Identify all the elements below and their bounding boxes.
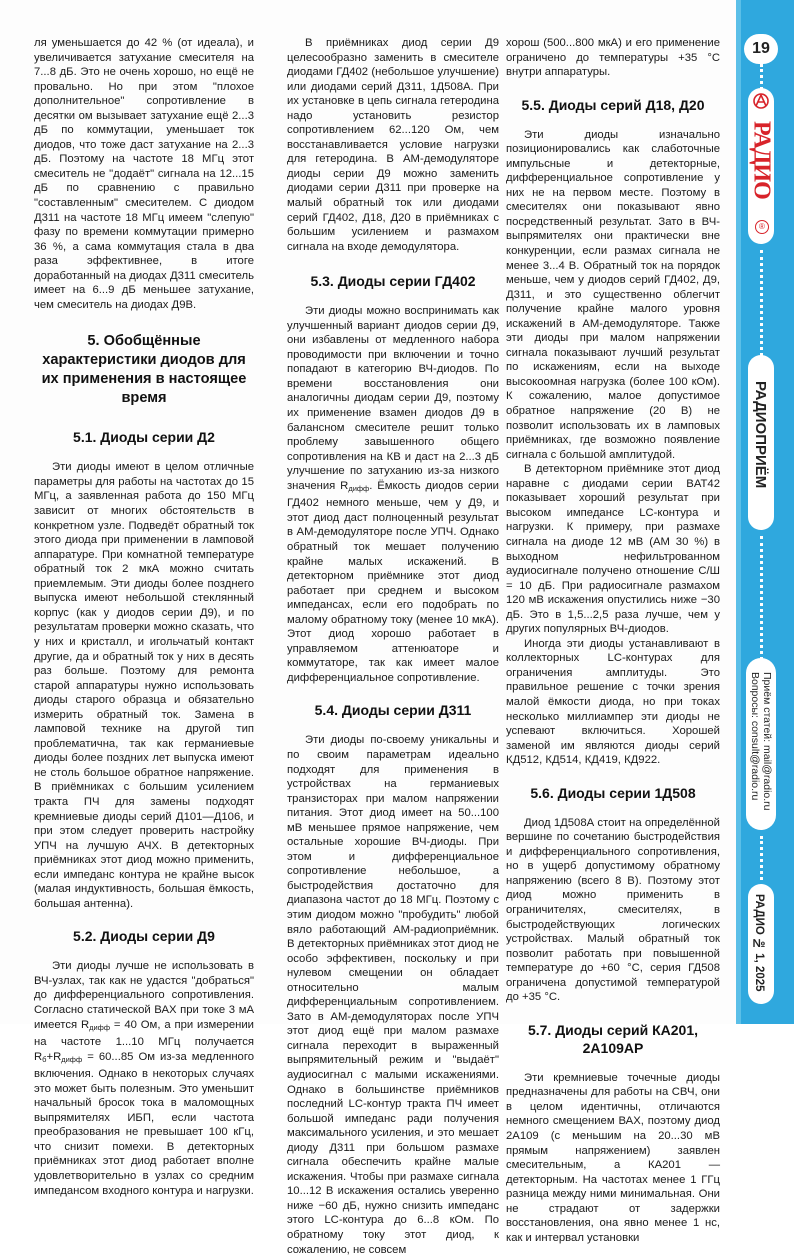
contact-questions[interactable]: Вопросы: consult@radio.ru xyxy=(749,672,761,801)
paragraph-5-2 xyxy=(34,959,254,1198)
text-run: Эти диоды можно воспринимать как улучшенный вариант диодов серии Д9, они избавлены от медленного набора проводимости при включении и точно попадают в категорию ВЧ-диодов. По времени восстановления они аналогичны диодам серии Д9, поэтому их применение взамен диодов Д9 в балансном смесителе решит только проблему завышенного общего сопротивления на КВ и даст на 2...3 дБ улучшение по затуханию из-за низкого значения R xyxy=(287,305,499,492)
registered-mark: ® xyxy=(755,220,769,234)
subscript-diff: дифф xyxy=(348,483,370,493)
dotted-divider xyxy=(760,64,766,90)
paragraph-5-4-continued: хорош (500...800 мкА) и его применение ограничено до температуры +35 °С внутри аппаратуры. xyxy=(506,37,720,79)
paragraph-5-3 xyxy=(287,304,499,685)
section-pill xyxy=(748,355,774,530)
text-run: . Ёмкость диодов серии ГД402 немного меньше, чем у Д9, и этот диод даст полноценный результат в АМ-демодуляторе после УПЧ. Однако обратный ток мешает получению крайне малых искажений. В детекторном приёмнике этот диод работает при среднем и высоком импедансах, если его подобрать по малому обратному току (менее 10 мкА). Этот диод хорошо работает в управляемом аттенюаторе и коммутаторе, так как имеет малое дифференциальное сопротивление. xyxy=(287,479,499,684)
dotted-divider xyxy=(760,536,766,666)
heading-5-3: 5.3. Диоды серии ГД402 xyxy=(310,273,476,290)
magazine-sidebar xyxy=(736,0,794,1024)
antenna-logo-icon xyxy=(752,92,770,110)
paragraph-5-6: Диод 1Д508А стоит на определённой вершине по сочетанию быстродействия и дифференциального сопротивления, но в ущерб допустимому обратному напряжению (всего 8 В). Поэтому этот диод можно применить в ограничителях, смесителях, в быстродействующих логических устройствах. Малый обратный ток позволит работать при повышенной температуре до +60 °С, серия ГД508 ограничена допустимой температурой до +35 °С. xyxy=(506,816,720,1004)
subscript-diff: дифф xyxy=(89,1022,111,1032)
paragraph-5-1: Эти диоды имеют в целом отличные параметры для работы на частотах до 15 МГц, а заявленная работа до 150 МГц зависит от многих обстоятельств в конкретном узле. Подведёт обратный ток этого диода при применении в ламповой аппаратуре. При комнатной температуре обратный ток 2 мкА можно считать приемлемым. Эти диоды более позднего выпуска имеют небольшой стеклянный корпус (как у диодов серии Д9), и по результатам проверки можно сказать, что у них и кристалл, и игольчатый контакт другие, да и обратный ток у них в десять раз больше. Поэтому для ремонта старой аппаратуры нужно использовать диоды старого образца и обязательно измерить обратный ток. Замена в ламповой технике на другой тип проблематична, так как германиевые диоды более поздних лет выпуска имеют не столь большое обратное напряжение. В приёмниках с большим усилением тракта ПЧ для замены подходят кремниевые диоды серий Д101—Д106, и при этом следует проверить настройку УПЧ на лучшую АЧХ. В детекторных приёмниках этот диод можно применить, если импеданс контура не крайне высок (малая индуктивность, большая ёмкость, большая антенна). xyxy=(34,461,254,910)
text-run: = 40 Ом, а при измерении на частоте 1...10 МГц получается R xyxy=(34,1018,254,1063)
heading-5-2: 5.2. Диоды серии Д9 xyxy=(73,928,215,945)
issue-pill xyxy=(748,884,774,1004)
paragraph-5-5-c: Иногда эти диоды устанавливают в коллекторных LC-контурах для ограничения амплитуды. Это правильное решение с точки зрения малой ёмкости диода, но при токах несколько миллиампер эти диоды не успевают включиться. Хорошей заменой им являются диоды серий КД512, КД514, КД419, КД922. xyxy=(506,637,720,767)
heading-5-5: 5.5. Диоды серий Д18, Д20 xyxy=(521,96,705,113)
issue-label: РАДИО № 1, 2025 xyxy=(753,894,765,992)
heading-5-7: 5.7. Диоды серий КА201, 2А109АР xyxy=(527,1021,699,1056)
paragraph-5-4: Эти диоды по-своему уникальны и по своим параметрам идеально подходят для применения в устройствах на германиевых транзисторах при малом напряжении питания. Этот диод имеет на 50...100 мВ меньшее прямое напряжение, чем остальные хорошие ВЧ-диоды. При этом и дифференциальное сопротивление небольшое, а быстродействия достаточно для диапазона частот до 18 МГц. Поэтому с этим диодом можно "пробудить" любой вяло работающий АМ-радиоприёмник. В детекторных приёмниках этот диод не особо эффективен, поскольку и при нулевом смещении он обладает относительно малым дифференциальным сопротивлением. Зато в АМ-демодуляторах после УПЧ этот диод ещё при малом размахе сигнала переходит в выраженный выпрямительный режим и "выдаёт" аудиосигнал с малыми искажениями. Однако в большинстве приёмников последний LC-контур тракта ПЧ имеет большой импеданс ради получения максимального усиления, и это мешает диоду Д311 при большом размахе сигнала обеспечить крайне малые искажения. Чтобы при размахе сигнала 10...12 В искажения остались уверенно ниже −60 дБ, нужно снизить импеданс этого LC-контура до 6...8 кОм. По обратному току этот диод, к сожалению, не совсем xyxy=(287,734,499,1256)
subscript-b: б xyxy=(42,1054,47,1064)
heading-section-5: 5. Обобщённые характеристики диодов для их применения в настоящее время xyxy=(41,333,247,407)
dotted-divider xyxy=(760,836,766,880)
text-run: Эти диоды лучше не использовать в ВЧ-узлах, так как не удастся "добраться" до дифференциального сопротивления. Согласно статической ВАХ при токе 3 мА имеется R xyxy=(34,960,254,1031)
paragraph-5-7: Эти кремниевые точечные диоды предназначены для работы на СВЧ, они в целом идентичны, отличаются немного смещением ВАХ, поэтому диод 2А109 (с меньшим на 20...30 мВ прямым напряжением) заявлен смесительным, а КА201 — детекторным. На частотах менее 1 ГГц разница между ними минимальная. Они не страдают от задержки восстановления, она явно менее 1 нс, как и интервал установки xyxy=(506,1071,720,1244)
column-2 xyxy=(287,36,499,1257)
heading-5-4: 5.4. Диоды серии Д311 xyxy=(314,702,472,719)
contact-articles[interactable]: Приём статей: mail@radio.ru xyxy=(761,672,773,811)
sidebar-edge xyxy=(736,0,741,1024)
magazine-logo: РАДИО xyxy=(748,121,775,199)
contacts-pill xyxy=(746,658,776,830)
paragraph-5-5-b: В детекторном приёмнике этот диод наравне с диодами серии BAT42 показывает хороший результат при высоком импедансе LC-контура и нагрузки. К примеру, при размахе сигнала на диоде 12 мВ (АМ 30 %) в выходном нефильтрованном аудиосигнале получено отношение С/Ш = 10 дБ. При радиосигнале размахом 120 мВ искажения опустились ниже −30 дБ. Это в 1,5...2,5 раза лучше, чем у других популярных ВЧ-диодов. xyxy=(506,463,720,636)
paragraph-5-5-a: Эти диоды изначально позиционировались как слаботочные импульсные и детекторные, дифференциальное сопротивление у них не на первом месте. Поэтому в смесителях они показывают явно посредственный результат. Зато в ВЧ-выпрямителях они практически вне конкуренции, если размах сигнала не менее 3...4 В. Обратный ток на порядок меньше, чем у диодов серий ГД402, Д9, Д311, и это существенно облегчит получение крайне малого уровня искажений в АМ-демодуляторе. Также эти диоды при малом напряжении сигнала показывают лучший результат по искажениям, если на выходе высокоомная нагрузка (более 100 кОм). К сожалению, малое допустимое обратное напряжение (20 В) не позволит использовать их в ламповых приёмниках, где возможно появление сигнала с большой амплитудой. xyxy=(506,128,720,461)
paragraph-5-2-continued: В приёмниках диод серии Д9 целесообразно заменить в смесителе диодами ГД402 (небольшое улучшение) или диодами серий Д311, 1Д508А. При их установке в цепь сигнала гетеродина надо установить резистор сопротивлением 62...120 Ом, чем восстанавливается условие нагрузки для гетеродина. В АМ-демодуляторе диоды серии Д9 можно заменить диодами серии Д311 при проверке на малый обратный ток или диодами серий ГД402, Д18, Д20 в приёмниках с большим усилением и размахом сигнала на входе демодулятора. xyxy=(287,37,499,253)
column-3 xyxy=(506,36,720,1245)
section-label: РАДИОПРИЁМ xyxy=(752,381,769,489)
text-run: +R xyxy=(46,1050,62,1063)
page-number: 19 xyxy=(744,34,778,64)
paragraph-intro-continued: ля уменьшается до 42 % (от идеала), и увеличивается затухание смесителя на 7...8 дБ. Это не очень хорошо, но ещё не провально. Но при этом "плохое дополнительное" сопротивление в десятки ом вызывает затухание ещё 2...3 дБ по коммутации, уменьшает ток диодов, что тоже даст затухание на 2...3 дБ. Поэтому на частоте 18 МГц этот смеситель не "додаёт" сигнала на 12...15 дБ по сравнению с правильно "составленным" смесителем. С диодом Д311 на частоте 18 МГц имеем "слепую" фазу по времени коммутации примерно 36 %, а сама коммутация стала в два раза эффективнее, в итоге доработанный на диодах Д311 смеситель имеет на 6...9 дБ меньшее затухание, чем смеситель на диодах Д9В. xyxy=(34,37,254,311)
heading-5-6: 5.6. Диоды серии 1Д508 xyxy=(530,784,696,801)
heading-5-1: 5.1. Диоды серии Д2 xyxy=(73,429,215,446)
logo-pill xyxy=(748,88,774,244)
subscript-diff: дифф xyxy=(61,1054,83,1064)
text-run: = 60...85 Ом из-за медленного включения. Однако в некоторых случаях это может быть полезным. Это уменьшит начальный бросок тока в маломощных выпрямителях ИБП, если частота преобразования не превышает 100 кГц, что снизит помехи. В детекторных приёмниках этот диод работает вполне удовлетворительно в узлах со средним импедансом входного контура и нагрузки. xyxy=(34,1050,254,1197)
